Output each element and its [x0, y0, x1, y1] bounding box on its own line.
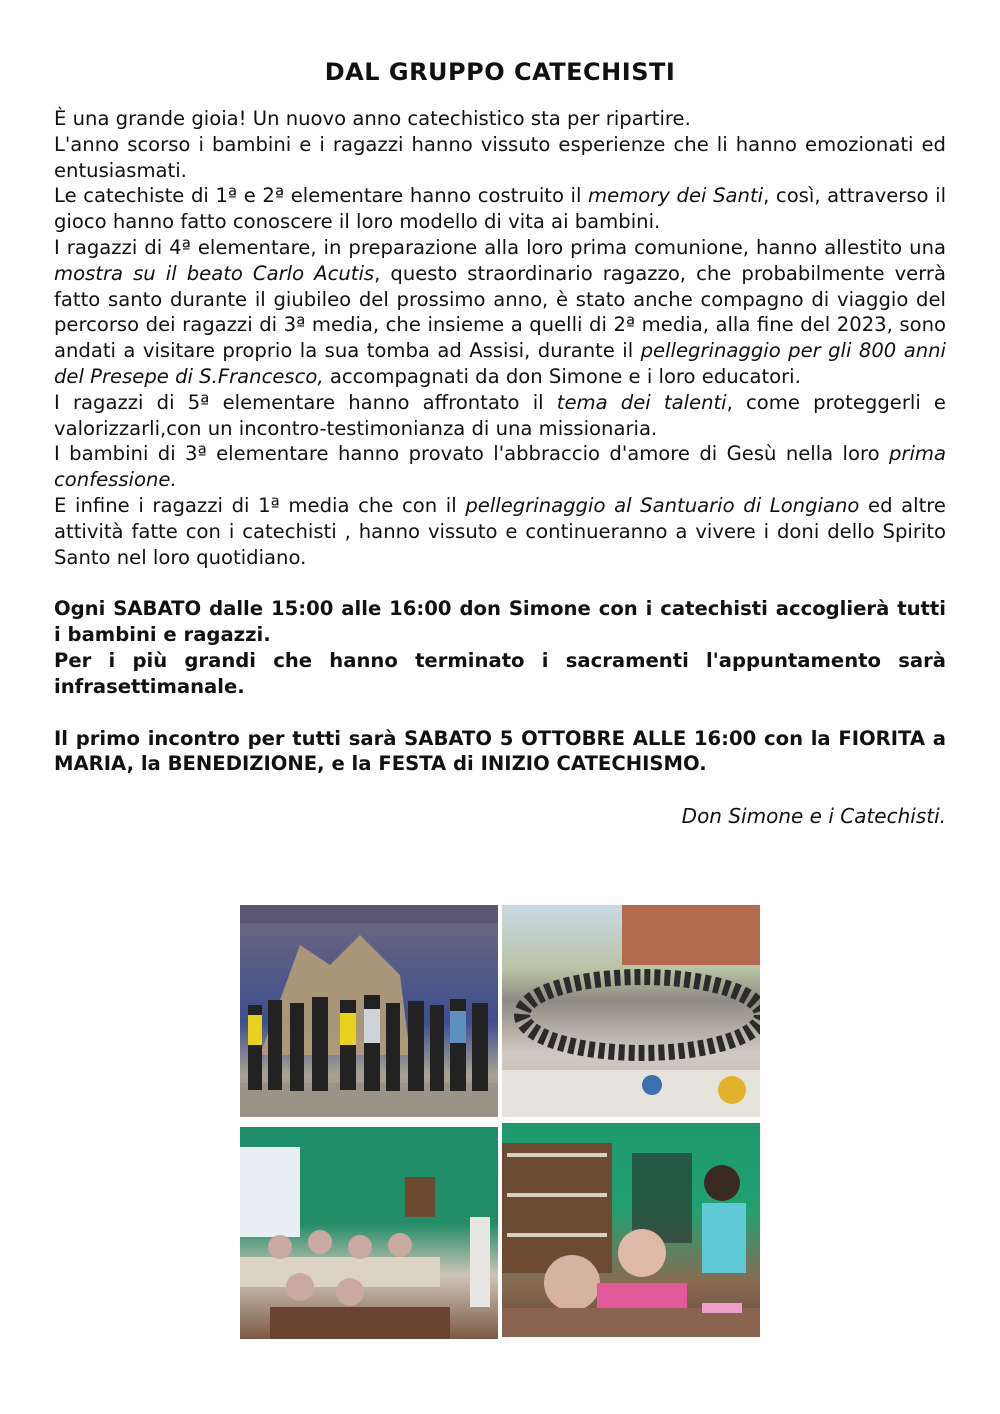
text-run: , questo straordinario ragazzo, che probabilmente verrà fatto santo durante il giubileo del prossimo anno, è stato anche compagno di viaggio del percorso dei ragazzi di 3ª media, che insieme a quelli di 2ª media, alla fine del 2023, sono andati a visitare proprio la sua tomba ad Assisi, durante il	[54, 261, 946, 363]
photo-classroom-image	[240, 1127, 498, 1339]
paragraph-intro: È una grande gioia! Un nuovo anno catechistico sta per ripartire.	[54, 107, 691, 130]
text-run: E infine i ragazzi di 1ª media che con il	[54, 493, 466, 517]
article-body	[54, 106, 946, 570]
emphasis-run: pellegrinaggio per gli 800 anni del Presepe di S.Francesco,	[54, 339, 946, 388]
text-run: I ragazzi di 5ª elementare hanno affrontato il	[54, 390, 557, 414]
emphasis-run: pellegrinaggio al Santuario di Longiano	[465, 493, 860, 517]
text-run: I bambini di 3ª elementare hanno provato l'abbraccio d'amore di Gesù nella loro	[54, 442, 889, 466]
text-run: accompagnati da don Simone e i loro educatori.	[323, 364, 801, 388]
photo-classroom	[240, 1127, 498, 1339]
emphasis-run: mostra su il beato Carlo Acutis	[54, 261, 375, 285]
paragraph-confessione	[54, 441, 946, 493]
photo-assisi-group-image	[240, 905, 498, 1117]
photo-square-circle	[502, 905, 760, 1117]
first-meeting-announcement	[54, 726, 946, 778]
emphasis-run: memory dei Santi	[588, 184, 764, 208]
signature: Don Simone e i Catechisti.	[681, 804, 946, 829]
photo-square-circle-image	[502, 905, 760, 1117]
paragraph-talenti	[54, 390, 946, 442]
emphasis-run: prima confessione.	[54, 442, 946, 492]
paragraph-carlo-acutis	[54, 235, 946, 390]
paragraph-memory-santi	[54, 183, 946, 235]
photo-craft-activity	[502, 1123, 760, 1337]
text-run: ed altre attività fatte con i catechisti , hanno vissuto e continueranno a vivere i doni dello Spirito Santo nel loro quotidiano.	[54, 493, 946, 569]
paragraph-last-year: L'anno scorso i bambini e i ragazzi hanno vissuto esperienze che li hanno emozionati ed entusiasmati.	[54, 132, 946, 182]
announcement-first-meeting: Il primo incontro per tutti sarà SABATO 5 OTTOBRE ALLE 16:00 con la FIORITA a MARIA, la BENEDIZIONE, e la FESTA di INIZIO CATECHISMO.	[54, 726, 946, 776]
announcement-older: Per i più grandi che hanno terminato i sacramenti l'appuntamento sarà infrasettimanale.	[54, 648, 946, 698]
text-run: Le catechiste di 1ª e 2ª elementare hanno costruito il	[54, 184, 589, 208]
photo-craft-activity-image	[502, 1123, 760, 1337]
text-run: I ragazzi di 4ª elementare, in preparazione alla loro prima comunione, hanno allestito una	[54, 235, 946, 259]
page-title: DAL GRUPPO CATECHISTI	[324, 58, 676, 86]
document-page	[54, 0, 946, 829]
schedule-announcement	[54, 596, 946, 699]
announcement-saturday: Ogni SABATO dalle 15:00 alle 16:00 don Simone con i catechisti accoglierà tutti i bambini e ragazzi.	[54, 597, 946, 647]
paragraph-longiano	[54, 493, 946, 570]
text-run: , come proteggerli e valorizzarli,con un incontro-testimonianza di una missionaria.	[54, 390, 946, 440]
photo-collage	[240, 905, 760, 1335]
emphasis-run: tema dei talenti	[556, 390, 727, 414]
text-run: , così, attraverso il gioco hanno fatto conoscere il loro modello di vita ai bambini.	[54, 184, 947, 234]
photo-assisi-group	[240, 905, 498, 1117]
